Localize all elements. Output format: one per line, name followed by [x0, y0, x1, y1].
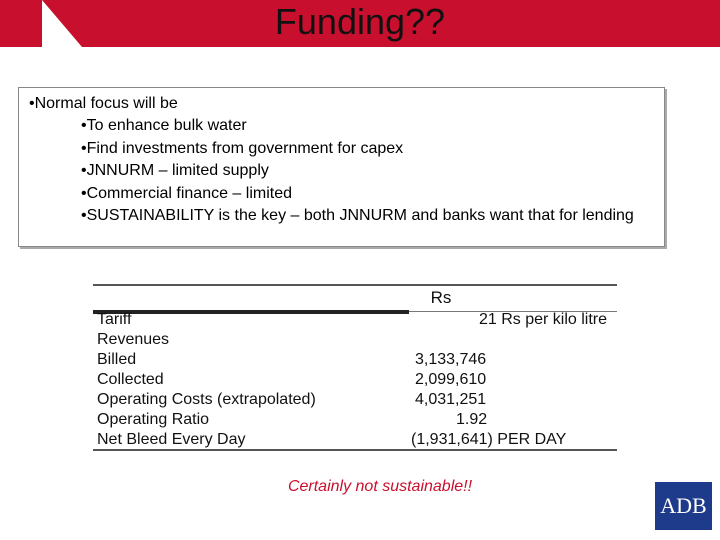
table-row-label: Tariff	[97, 311, 132, 328]
conclusion-text: Certainly not sustainable!!	[287, 478, 473, 495]
table-row-label: Billed	[97, 351, 137, 368]
table-row-label: Operating Costs (extrapolated)	[97, 391, 316, 408]
table-row-label: Revenues	[97, 331, 170, 348]
bullet-item: •SUSTAINABILITY is the key – both JNNURM and banks want that for lending	[81, 207, 634, 224]
table-row-value: 2,099,610	[415, 371, 487, 388]
bullet-list	[81, 115, 656, 228]
title-bar	[0, 0, 720, 48]
slide-title: Funding??	[274, 1, 446, 42]
table-row-value: 1.92	[456, 411, 488, 428]
financial-table	[93, 284, 617, 452]
table-header-rule	[93, 310, 409, 314]
intro-bullet: •Normal focus will be	[29, 95, 178, 112]
table-row-label: Collected	[97, 371, 164, 388]
table-row-label: Net Bleed Every Day	[97, 431, 246, 448]
adb-logo: ADB	[655, 482, 712, 530]
bullet-item: •Commercial finance – limited	[81, 184, 293, 202]
table-row-value: 3,133,746	[415, 351, 487, 368]
bullet-item: •Find investments from government for capex	[81, 139, 404, 157]
table-row-value: 21 Rs per kilo litre	[478, 311, 607, 328]
table-row-value: 4,031,251	[415, 391, 487, 408]
bullet-item: •To enhance bulk water	[81, 117, 247, 134]
table-bottom-rule	[93, 449, 617, 451]
bullet-box	[18, 87, 665, 247]
bullet-item: •JNNURM – limited supply	[81, 162, 269, 179]
table-header-currency: Rs	[430, 288, 452, 307]
table-row-label: Operating Ratio	[97, 411, 210, 428]
table-row-value: (1,931,641) PER DAY	[411, 431, 567, 448]
table-top-rule	[93, 284, 617, 286]
